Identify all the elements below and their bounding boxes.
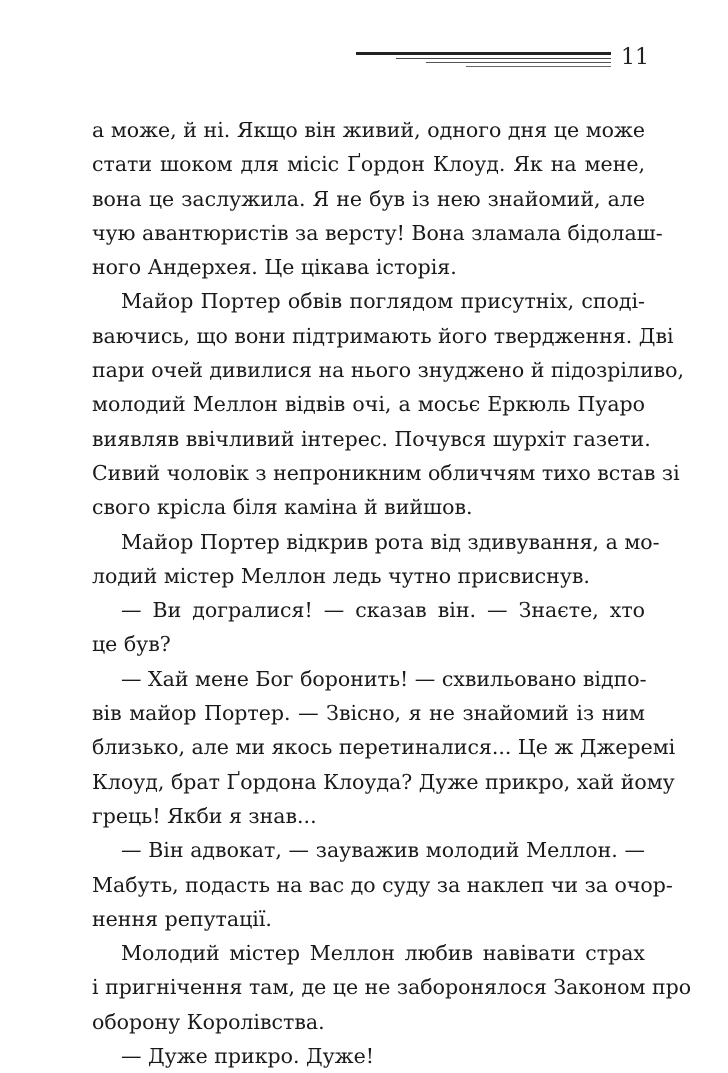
- text-line: Молодий містер Меллон любив навівати страх: [121, 941, 645, 966]
- text-line: грець! Якби я знав...: [92, 803, 317, 828]
- text-line: Мабуть, подасть на вас до суду за наклеп чи за очор-: [92, 872, 673, 897]
- text-line: ваючись, що вони підтримають його твердження. Дві: [92, 323, 674, 348]
- text-line: свого крісла біля каміна й вийшов.: [92, 495, 473, 520]
- text-line: Майор Портер обвів поглядом присутніх, споді-: [121, 289, 645, 314]
- page-number: 11: [621, 45, 649, 70]
- text-line: і пригнічення там, де це не заборонялося Законом про: [92, 975, 692, 1000]
- text-line: — Дуже прикро. Дуже!: [121, 1044, 374, 1069]
- paragraph: [92, 113, 663, 284]
- text-line: вів майор Портер. — Звісно, я не знайомий із ним: [92, 701, 645, 726]
- text-line: Майор Портер відкрив рота від здивування, а мо-: [121, 529, 660, 554]
- text-line: лодий містер Меллон ледь чутно присвиснув.: [92, 563, 590, 588]
- paragraph: [92, 936, 692, 1039]
- paragraph: [92, 525, 660, 594]
- paragraph: [92, 284, 685, 524]
- text-line: це був?: [92, 632, 171, 657]
- text-line: Сивий чоловік з непроникним обличчям тихо встав зі: [92, 460, 680, 485]
- text-line: — Хай мене Бог боронить! — схвильовано відпо-: [121, 666, 647, 691]
- text-line: а може, й ні. Якщо він живий, одного дня це може: [92, 118, 645, 142]
- text-line: — Ви догралися! — сказав він. — Знаєте, хто: [121, 598, 645, 623]
- paragraph: [92, 593, 645, 662]
- header-rule-line: [356, 52, 611, 55]
- header-rule-line: [426, 62, 611, 63]
- text-line: Клоуд, брат Ґордона Клоуда? Дуже прикро, хай йому: [92, 769, 675, 794]
- body-text: [92, 113, 692, 1073]
- text-line: нення репутації.: [92, 906, 272, 931]
- text-line: стати шоком для місіс Ґордон Клоуд. Як на мене,: [92, 152, 645, 177]
- text-line: вона це заслужила. Я не був із нею знайомий, але: [92, 186, 645, 211]
- text-line: виявляв ввічливий інтерес. Почувся шурхіт газети.: [92, 426, 651, 451]
- text-line: чую авантюристів за версту! Вона зламала бідолаш-: [92, 220, 663, 245]
- text-line: пари очей дивилися на нього знуджено й підозріливо,: [92, 358, 685, 383]
- text-line: ного Андерхея. Це цікава історія.: [92, 255, 457, 280]
- text-line: оборону Королівства.: [92, 1009, 325, 1034]
- header-rule-line: [396, 58, 611, 59]
- paragraph: [92, 833, 673, 936]
- text-line: — Він адвокат, — зауважив молодий Меллон. —: [121, 838, 645, 863]
- header-ornament-rules: [356, 52, 611, 68]
- text-line: молодий Меллон відвів очі, а мосьє Еркюль Пуаро: [92, 392, 645, 417]
- text-line: близько, але ми якось перетиналися... Це ж Джеремі: [92, 735, 676, 760]
- paragraph: [121, 1039, 645, 1073]
- header-rule-line: [466, 66, 611, 67]
- paragraph: [92, 662, 676, 833]
